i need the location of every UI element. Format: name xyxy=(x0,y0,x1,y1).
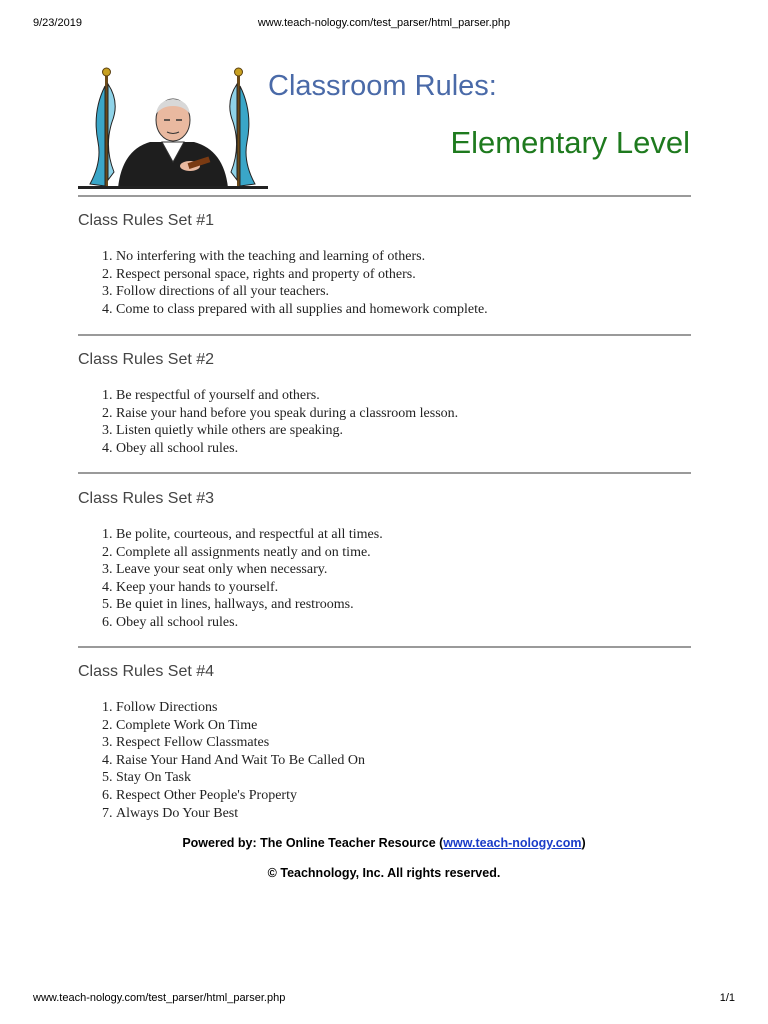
powered-prefix: Powered by: The Online Teacher Resource ( xyxy=(182,836,444,850)
rule-item: 4. Obey all school rules. xyxy=(116,440,458,458)
rule-list-4 xyxy=(78,699,365,822)
right-flag-icon xyxy=(230,68,255,188)
rule-item: 2. Respect personal space, rights and property of others. xyxy=(116,266,488,284)
divider xyxy=(78,334,691,336)
page-subtitle: Elementary Level xyxy=(450,125,690,160)
rule-item: 7. Always Do Your Best xyxy=(116,805,365,823)
rule-item: 4. Raise Your Hand And Wait To Be Called On xyxy=(116,752,365,770)
set-heading-4: Class Rules Set #4 xyxy=(78,663,215,680)
rule-item: 5. Be quiet in lines, hallways, and restrooms. xyxy=(116,596,383,614)
rule-item: 1. Be polite, courteous, and respectful at all times. xyxy=(116,526,383,544)
print-url: www.teach-nology.com/test_parser/html_parser.php xyxy=(257,17,511,29)
rule-item: 1. Be respectful of yourself and others. xyxy=(116,387,458,405)
rule-item: 1. No interfering with the teaching and learning of others. xyxy=(116,248,488,266)
powered-by xyxy=(0,836,768,850)
rule-item: 6. Obey all school rules. xyxy=(116,614,383,632)
teach-nology-link[interactable]: www.teach-nology.com xyxy=(443,836,582,850)
rule-item: 2. Complete all assignments neatly and on time. xyxy=(116,544,383,562)
rule-item: 1. Follow Directions xyxy=(116,699,365,717)
rule-item: 6. Respect Other People's Property xyxy=(116,787,365,805)
rule-item: 3. Leave your seat only when necessary. xyxy=(116,561,383,579)
print-page-number: 1/1 xyxy=(719,992,735,1004)
rule-item: 3. Respect Fellow Classmates xyxy=(116,734,365,752)
powered-suffix: ) xyxy=(581,836,586,850)
set-heading-2: Class Rules Set #2 xyxy=(78,351,215,368)
rule-item: 2. Raise your hand before you speak during a classroom lesson. xyxy=(116,405,458,423)
rule-item: 5. Stay On Task xyxy=(116,769,365,787)
page-title: Classroom Rules: xyxy=(268,70,497,102)
divider xyxy=(78,195,691,197)
rule-item: 2. Complete Work On Time xyxy=(116,717,365,735)
print-footer-url: www.teach-nology.com/test_parser/html_parser.php xyxy=(33,992,286,1004)
judge-illustration xyxy=(78,62,268,192)
judge-figure xyxy=(118,99,228,188)
divider xyxy=(78,646,691,648)
rule-item: 4. Come to class prepared with all supplies and homework complete. xyxy=(116,301,488,319)
rule-list-2 xyxy=(78,387,458,457)
print-date: 9/23/2019 xyxy=(33,17,82,29)
set-heading-3: Class Rules Set #3 xyxy=(78,490,215,507)
set-heading-1: Class Rules Set #1 xyxy=(78,212,215,229)
divider xyxy=(78,472,691,474)
rule-list-3 xyxy=(78,526,383,632)
rule-item: 3. Follow directions of all your teachers. xyxy=(116,283,488,301)
rule-item: 4. Keep your hands to yourself. xyxy=(116,579,383,597)
rule-item: 3. Listen quietly while others are speaking. xyxy=(116,422,458,440)
left-flag-icon xyxy=(90,68,115,188)
copyright: © Teachnology, Inc. All rights reserved. xyxy=(267,866,501,880)
rule-list-1 xyxy=(78,248,488,318)
